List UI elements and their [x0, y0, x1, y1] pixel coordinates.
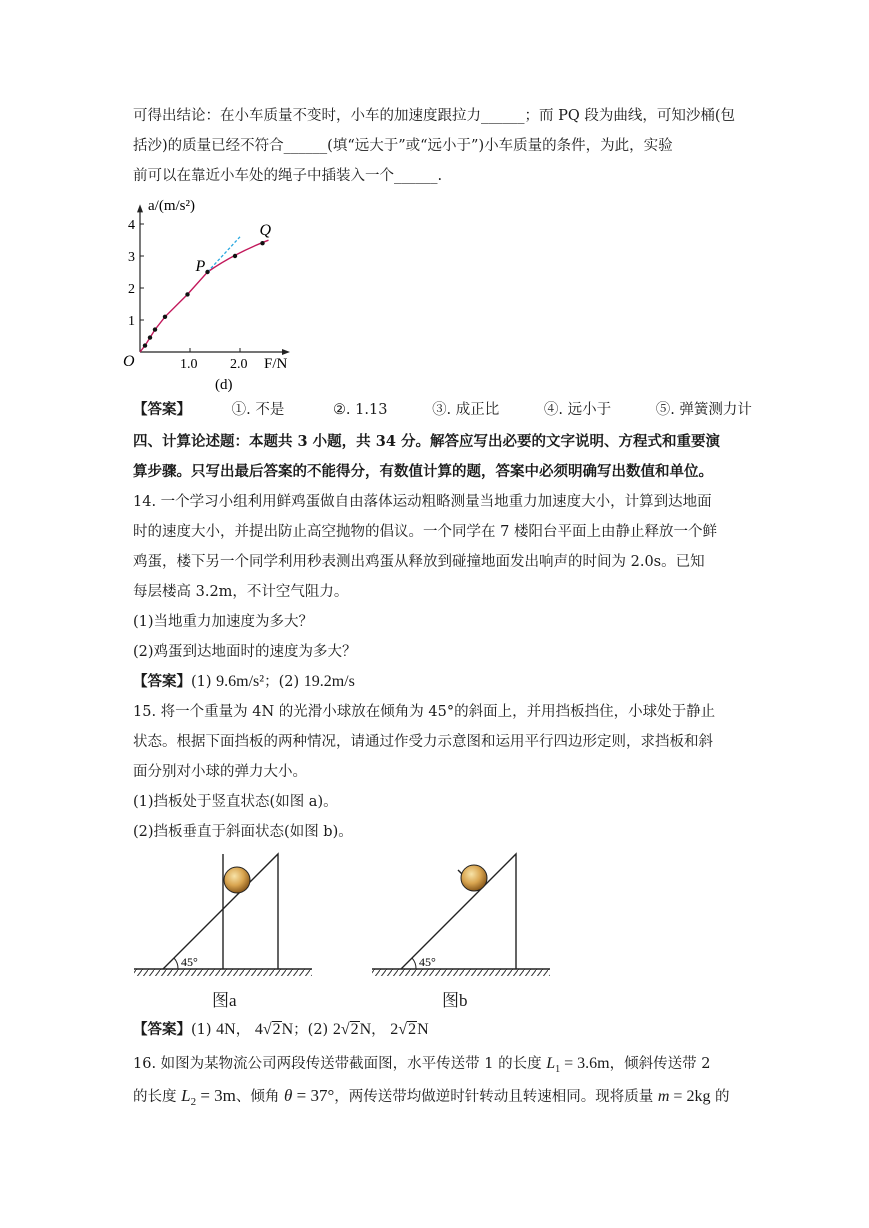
x-axis-label: F/N: [264, 356, 288, 372]
q13-answer: [133, 400, 752, 420]
answer-value-g: 9.6m/s²: [216, 673, 265, 690]
data-point: [163, 315, 167, 319]
angle-label: 45°: [181, 955, 198, 969]
q14-text-line-1: 14. 一个学习小组利用鲜鸡蛋做自由落体运动粗略测量当地重力加速度大小，计算到达地面: [133, 494, 712, 510]
answer-tag: 【答案】: [133, 1021, 191, 1038]
q15-subquestion-1: (1)挡板处于竖直状态(如图 a)。: [133, 794, 338, 810]
answer-comma: ，: [235, 1022, 251, 1038]
q13-text-line-1: 可得出结论：在小车质量不变时，小车的加速度跟拉力______；而 PQ 段为曲线，可知沙桶(包: [133, 108, 736, 124]
value-theta: = 37°: [292, 1086, 335, 1105]
ball: [461, 865, 487, 891]
chart-curve-group: [140, 237, 269, 352]
answer-value-v: 19.2m/s: [303, 673, 355, 690]
unit: N: [281, 1021, 294, 1038]
q16-text-line-1: [133, 1054, 710, 1080]
data-point: [148, 335, 152, 339]
ground-hatch: [372, 969, 550, 976]
answer-item-4: ④. 远小于: [543, 402, 612, 418]
answer-separator: ；(2): [264, 674, 304, 690]
figure-b-caption: 图b: [442, 991, 468, 1010]
subscript: 1: [555, 1063, 561, 1075]
answer-item-5: ⑤. 弹簧测力计: [655, 402, 752, 418]
data-point: [185, 292, 189, 296]
unit: N: [359, 1021, 372, 1038]
radicand: 2: [408, 1021, 417, 1038]
answer-value-2a: 2√2N: [332, 1021, 372, 1038]
ball: [224, 867, 250, 893]
radicand: 2: [272, 1021, 281, 1038]
q14-subquestion-1: (1)当地重力加速度为多大？: [133, 614, 314, 630]
x-tick-label: 2.0: [230, 357, 248, 372]
q14-answer: [133, 672, 355, 692]
chart-caption: (d): [215, 377, 233, 393]
var-L: L: [181, 1086, 191, 1105]
q15-subquestion-2: (2)挡板垂直于斜面状态(如图 b)。: [133, 824, 353, 840]
q14-text-line-3: 鸡蛋，楼下另一个同学利用秒表测出鸡蛋从释放到碰撞地面发出响声的时间为 2.0s。已知: [133, 554, 705, 570]
origin-label: O: [123, 353, 135, 370]
unit: N: [417, 1021, 429, 1038]
answer-part-label: (1): [191, 1022, 217, 1038]
acceleration-force-chart: [120, 190, 290, 395]
coefficient: 4: [254, 1021, 263, 1038]
data-point: [205, 270, 209, 274]
y-axis-arrow: [137, 204, 143, 212]
y-tick-label: 1: [128, 314, 135, 329]
value-L1: = 3.6m: [560, 1055, 610, 1072]
q15-answer: [133, 1020, 429, 1040]
answer-tag: 【答案】: [133, 401, 191, 418]
q13-text-line-3: 前可以在靠近小车处的绳子中插装入一个______.: [133, 168, 443, 184]
data-curve: [140, 240, 269, 352]
data-point: [233, 254, 237, 258]
value-m: = 2kg: [669, 1088, 711, 1105]
figure-a-caption: 图a: [212, 991, 237, 1010]
q15-text-line-3: 面分别对小球的弹力大小。: [133, 764, 307, 780]
angle-label: 45°: [419, 955, 436, 969]
var-theta: θ: [284, 1086, 293, 1105]
figure-b-incline-perpendicular-board: [368, 850, 558, 980]
x-tick-label: 1.0: [180, 357, 198, 372]
coefficient: 2: [390, 1021, 399, 1038]
radicand: 2: [350, 1021, 359, 1038]
y-tick-label: 4: [128, 218, 135, 233]
data-point: [143, 343, 147, 347]
q13-text-line-2: 括沙)的质量已经不符合______(填“远大于”或“远小于”)小车质量的条件，为此，实验: [133, 138, 673, 154]
q15-text-line-2: 状态。根据下面挡板的两种情况，请通过作受力示意图和运用平行四边形定则，求挡板和斜: [133, 734, 713, 750]
answer-comma: ，: [371, 1022, 386, 1038]
section4-heading-line-2: 算步骤。只写出最后答案的不能得分，有数值计算的题，答案中必须明确写出数值和单位。: [133, 463, 713, 480]
coefficient: 2: [332, 1021, 341, 1038]
var-L: L: [546, 1055, 556, 1072]
incline: [163, 854, 278, 969]
text-segment: 16. 如图为某物流公司两段传送带截面图，水平传送带 1 的长度: [133, 1056, 547, 1072]
angle-arc: [174, 958, 178, 969]
answer-part-label: (1): [191, 674, 217, 690]
y-tick-label: 3: [128, 250, 135, 265]
text-segment: ，倾斜传送带 2: [609, 1056, 711, 1072]
q14-text-line-2: 时的速度大小，并提出防止高空抛物的倡议。一个同学在 7 楼阳台平面上由静止释放一个鲜: [133, 524, 717, 540]
q14-subquestion-2: (2)鸡蛋到达地面时的速度为多大？: [133, 644, 357, 660]
answer-part-label: ；(2): [293, 1022, 333, 1038]
section4-heading-line-1: 四、计算论述题：本题共 3 小题，共 34 分。解答应写出必要的文字说明、方程式和重要演: [133, 433, 720, 450]
answer-item-3: ③. 成正比: [432, 402, 500, 418]
chart-labels: [123, 198, 288, 393]
point-label-Q: Q: [259, 222, 272, 240]
value-L2: = 3m: [196, 1086, 236, 1105]
q14-text-line-4: 每层楼高 3.2m，不计空气阻力。: [133, 584, 349, 600]
answer-tag: 【答案】: [133, 673, 191, 690]
point-label-P: P: [195, 258, 206, 275]
angle-arc: [412, 958, 416, 969]
data-point: [260, 241, 264, 245]
text-segment: ，两传送带均做逆时针转动且转速相同。现将质量: [334, 1089, 658, 1105]
text-segment: 、倾角: [235, 1089, 284, 1105]
y-tick-label: 2: [128, 282, 135, 297]
answer-value-2b: 2√2N: [390, 1021, 429, 1038]
data-point: [153, 327, 157, 331]
answer-value-1a: 4N: [216, 1021, 236, 1038]
y-axis-label: a/(m/s²): [148, 198, 195, 214]
var-m: m: [657, 1088, 670, 1105]
x-axis-arrow: [282, 349, 290, 355]
text-segment: 的: [710, 1089, 730, 1105]
q16-text-line-2: [133, 1086, 730, 1112]
answer-item-1: ①. 不是: [231, 402, 285, 418]
answer-item-2: ②. 1.13: [332, 402, 388, 418]
ground-hatch: [134, 969, 312, 976]
figure-a-incline-vertical-board: [130, 850, 320, 980]
text-segment: 的长度: [133, 1089, 182, 1105]
q15-text-line-1: 15. 将一个重量为 4N 的光滑小球放在倾角为 45°的斜面上，并用挡板挡住，小球处于静止: [133, 704, 716, 720]
answer-value-1b: 4√2N: [254, 1021, 294, 1038]
subscript: 2: [190, 1095, 197, 1108]
